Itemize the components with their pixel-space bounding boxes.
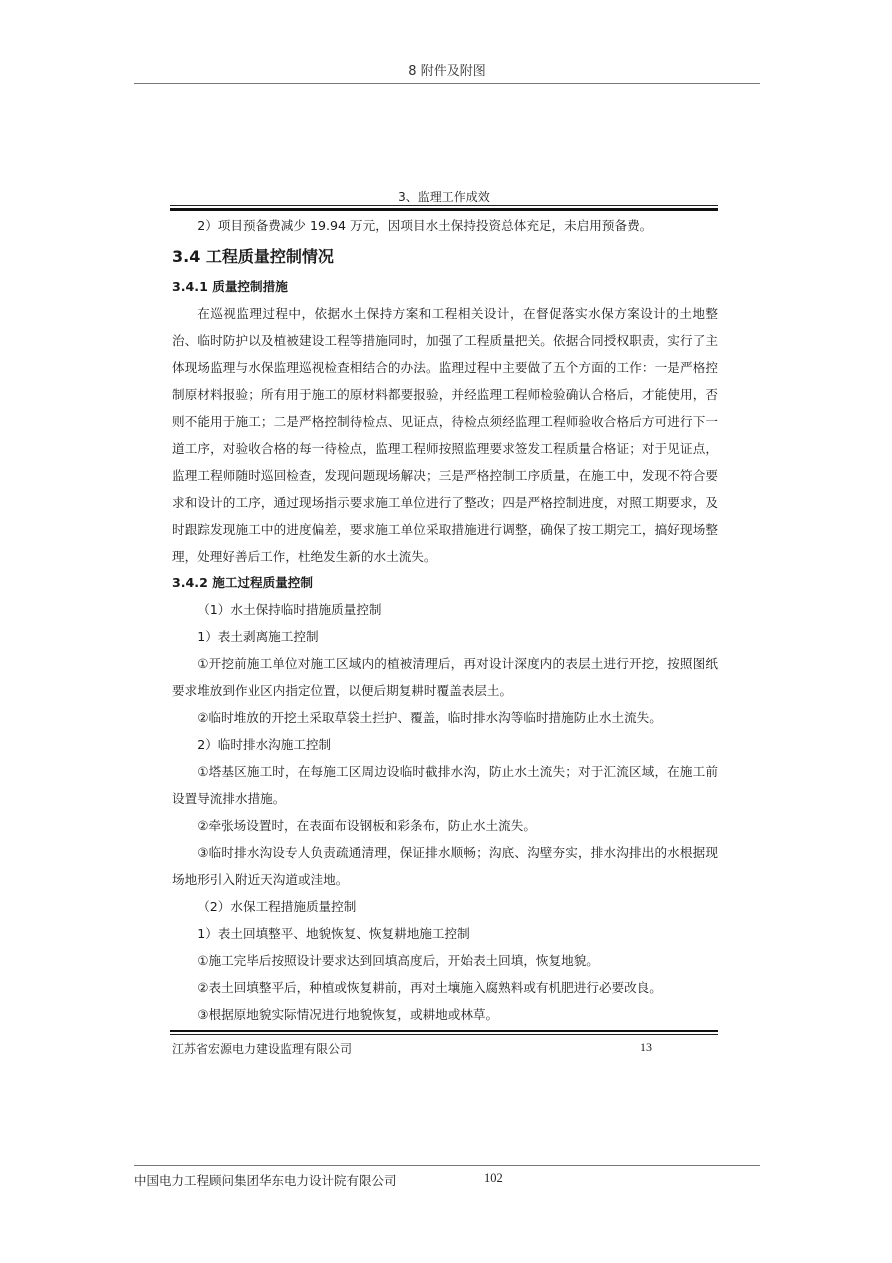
inner-footer-page-number: 13 — [640, 1040, 652, 1054]
list-item: ②临时堆放的开挖土采取草袋土拦护、覆盖，临时排水沟等临时措施防止水土流失。 — [197, 710, 662, 725]
section-title: 3.4 工程质量控制情况 — [172, 247, 334, 266]
page-content — [172, 212, 718, 1028]
process-control-items — [172, 596, 718, 1028]
list-item: 1）表土剥离施工控制 — [197, 629, 319, 644]
intro-line: 2）项目预备费减少 19.94 万元，因项目水土保持投资总体充足，未启用预备费。 — [197, 218, 653, 233]
outer-header-title: 8 附件及附图 — [408, 64, 486, 79]
list-item: ①塔基区施工时，在每施工区周边设临时截排水沟，防止水土流失；对于汇流区域，在施工前设置导流排水措施。 — [172, 764, 718, 806]
inner-header-title: 3、监理工作成效 — [398, 190, 490, 204]
inner-footer-rule-thin — [170, 1034, 718, 1035]
quality-measures-paragraph: 在巡视监理过程中，依据水土保持方案和工程相关设计，在督促落实水保方案设计的土地整治、临时防护以及植被建设工程等措施同时，加强了工程质量把关。依据合同授权职责，实行了主体现场监理与水保监理巡视检查相结合的办法。监理过程中主要做了五个方面的工作：一是严格控制原材料报验；所有用于施工的原材料都要报验，并经监理工程师检验确认合格后，才能使用，否则不能用于施工；二是严格控制待检点、见证点，待检点须经监理工程师验收合格后方可进行下一道工序，对验收合格的每一待检点，监理工程师按照监理要求签发工程质量合格证；对于见证点，监理工程师随时巡回检查，发现问题现场解决；三是严格控制工序质量，在施工中，发现不符合要求和设计的工序，通过现场指示要求施工单位进行了整改；四是严格控制进度，对照工期要求，及时跟踪发现施工中的进度偏差，要求施工单位采取措施进行调整，确保了按工期完工，搞好现场整理，处理好善后工作，杜绝发生新的水土流失。 — [172, 306, 718, 564]
outer-footer-page-number: 102 — [484, 1171, 503, 1185]
list-item: （2）水保工程措施质量控制 — [197, 899, 357, 914]
list-item: ③临时排水沟设专人负责疏通清理，保证排水顺畅；沟底、沟壁夯实，排水沟排出的水根据现场地形引入附近天沟道或洼地。 — [172, 845, 718, 887]
list-item: ③根据原地貌实际情况进行地貌恢复，或耕地或林草。 — [197, 1007, 499, 1022]
inner-header-rule-thin — [170, 205, 718, 206]
list-item: ①施工完毕后按照设计要求达到回填高度后，开始表土回填，恢复地貌。 — [197, 953, 599, 968]
list-item: ②表土回填整平后，种植或恢复耕前，再对土壤施入腐熟料或有机肥进行必要改良。 — [197, 980, 662, 995]
outer-footer-company: 中国电力工程顾问集团华东电力设计院有限公司 — [134, 1173, 397, 1188]
list-item: 2）临时排水沟施工控制 — [197, 737, 332, 752]
subsection-title-process-control: 3.4.2 施工过程质量控制 — [172, 575, 313, 590]
inner-footer-company: 江苏省宏源电力建设监理有限公司 — [172, 1042, 353, 1056]
inner-header-rule-thick — [170, 208, 718, 211]
inner-footer-rule-thick — [170, 1030, 718, 1032]
list-item: ①开挖前施工单位对施工区域内的植被清理后，再对设计深度内的表层土进行开挖，按照图纸要求堆放到作业区内指定位置，以便后期复耕时覆盖表层土。 — [172, 656, 718, 698]
list-item: （1）水土保持临时措施质量控制 — [197, 602, 382, 617]
subsection-title-quality-measures: 3.4.1 质量控制措施 — [172, 279, 288, 294]
outer-header-rule — [134, 83, 760, 84]
list-item: ②牵张场设置时，在表面布设钢板和彩条布，防止水土流失。 — [197, 818, 536, 833]
list-item: 1）表土回填整平、地貌恢复、恢复耕地施工控制 — [197, 926, 470, 941]
outer-footer-rule — [134, 1165, 760, 1166]
